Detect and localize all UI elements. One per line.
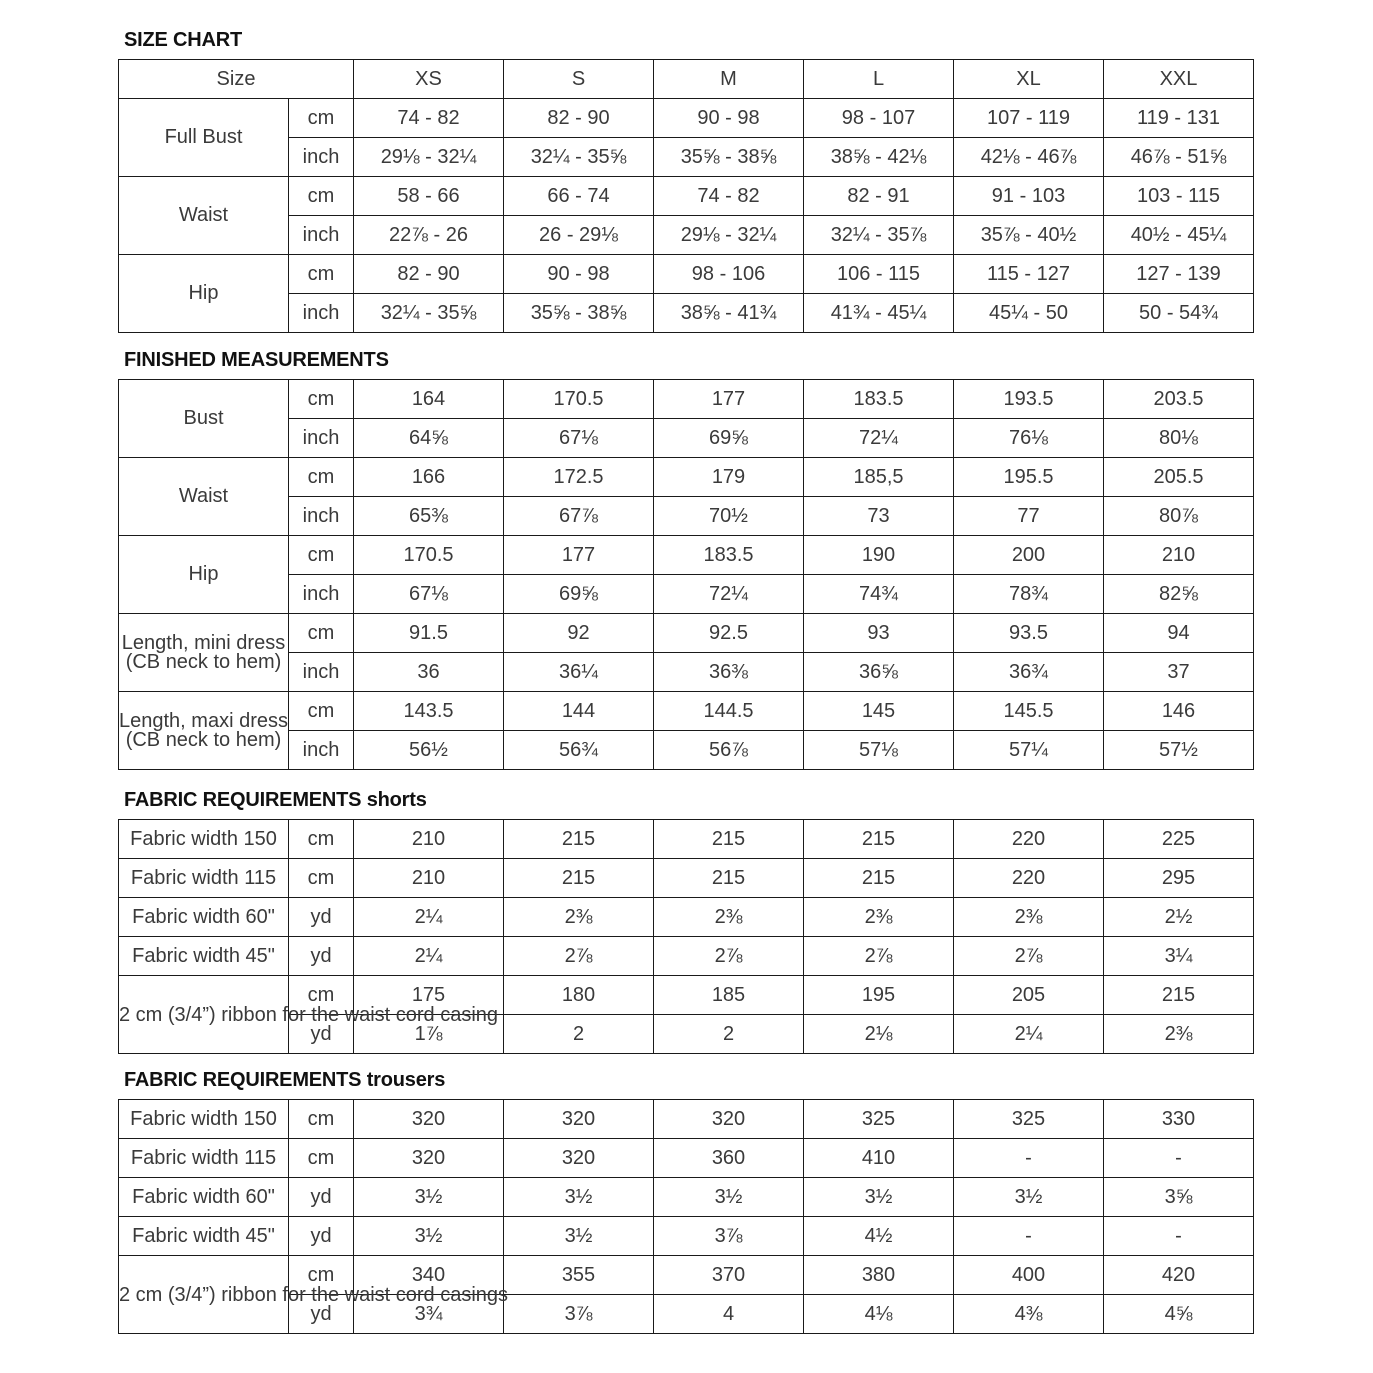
value-cell-l: 36⅝ bbox=[804, 653, 954, 692]
value-cell-xs: 74 - 82 bbox=[354, 99, 504, 138]
value-cell-m: 2 bbox=[654, 1015, 804, 1054]
value-cell-xl: 45¼ - 50 bbox=[954, 294, 1104, 333]
value-cell-xl: 4⅜ bbox=[954, 1295, 1104, 1334]
value-cell-xxl: 205.5 bbox=[1104, 458, 1254, 497]
value-cell-s: 35⅝ - 38⅝ bbox=[504, 294, 654, 333]
value-cell-xxl: 215 bbox=[1104, 976, 1254, 1015]
table-row bbox=[119, 820, 1254, 859]
value-cell-xl: 2⅞ bbox=[954, 937, 1104, 976]
unit-cell: cm bbox=[289, 976, 354, 1015]
value-cell-m: 56⅞ bbox=[654, 731, 804, 770]
value-cell-xl: 76⅛ bbox=[954, 419, 1104, 458]
value-cell-m: 215 bbox=[654, 820, 804, 859]
unit-cell: inch bbox=[289, 653, 354, 692]
row-label: Fabric width 115 bbox=[119, 859, 289, 898]
row-label: Fabric width 115 bbox=[119, 1139, 289, 1178]
value-cell-s: 92 bbox=[504, 614, 654, 653]
value-cell-xl: 2⅜ bbox=[954, 898, 1104, 937]
table-row bbox=[119, 380, 1254, 419]
value-cell-xs: 210 bbox=[354, 859, 504, 898]
fabric-shorts-table bbox=[118, 819, 1254, 1054]
value-cell-s: 36¼ bbox=[504, 653, 654, 692]
fabric-trousers-title bbox=[124, 1069, 445, 1092]
value-cell-xxl: 37 bbox=[1104, 653, 1254, 692]
value-cell-l: 106 - 115 bbox=[804, 255, 954, 294]
value-cell-l: 2⅜ bbox=[804, 898, 954, 937]
value-cell-m: 370 bbox=[654, 1256, 804, 1295]
value-cell-xl: 77 bbox=[954, 497, 1104, 536]
value-cell-xl: 35⅞ - 40½ bbox=[954, 216, 1104, 255]
value-cell-s: 26 - 29⅛ bbox=[504, 216, 654, 255]
unit-cell: cm bbox=[289, 380, 354, 419]
value-cell-xs: 340 bbox=[354, 1256, 504, 1295]
value-cell-xxl: 295 bbox=[1104, 859, 1254, 898]
value-cell-xs: 3¾ bbox=[354, 1295, 504, 1334]
row-label: Hip bbox=[119, 255, 289, 333]
value-cell-xxl: - bbox=[1104, 1217, 1254, 1256]
value-cell-xs: 2¼ bbox=[354, 898, 504, 937]
value-cell-l: 3½ bbox=[804, 1178, 954, 1217]
value-cell-m: 183.5 bbox=[654, 536, 804, 575]
row-label bbox=[119, 614, 289, 692]
value-cell-xl: 200 bbox=[954, 536, 1104, 575]
value-cell-m: 144.5 bbox=[654, 692, 804, 731]
value-cell-xxl: - bbox=[1104, 1139, 1254, 1178]
value-cell-xl: 57¼ bbox=[954, 731, 1104, 770]
value-cell-xl: 3½ bbox=[954, 1178, 1104, 1217]
value-cell-s: 170.5 bbox=[504, 380, 654, 419]
value-cell-xl: 36¾ bbox=[954, 653, 1104, 692]
unit-cell: cm bbox=[289, 859, 354, 898]
table-row bbox=[119, 614, 1254, 653]
table-row bbox=[119, 1256, 1254, 1295]
unit-cell: yd bbox=[289, 1178, 354, 1217]
value-cell-m: 35⅝ - 38⅝ bbox=[654, 138, 804, 177]
value-cell-m: 98 - 106 bbox=[654, 255, 804, 294]
value-cell-l: 57⅛ bbox=[804, 731, 954, 770]
unit-cell: cm bbox=[289, 820, 354, 859]
value-cell-l: 4⅛ bbox=[804, 1295, 954, 1334]
row-label: Fabric width 60" bbox=[119, 898, 289, 937]
value-cell-s: 180 bbox=[504, 976, 654, 1015]
value-cell-l: 4½ bbox=[804, 1217, 954, 1256]
value-cell-l: 380 bbox=[804, 1256, 954, 1295]
table-row bbox=[119, 294, 1254, 333]
value-cell-m: 3⅞ bbox=[654, 1217, 804, 1256]
value-cell-xl: 107 - 119 bbox=[954, 99, 1104, 138]
table-row bbox=[119, 731, 1254, 770]
value-cell-m: 92.5 bbox=[654, 614, 804, 653]
table-row bbox=[119, 1139, 1254, 1178]
row-label: Fabric width 150 bbox=[119, 1100, 289, 1139]
value-cell-xxl: 103 - 115 bbox=[1104, 177, 1254, 216]
value-cell-xs: 2¼ bbox=[354, 937, 504, 976]
value-cell-l: 215 bbox=[804, 820, 954, 859]
value-cell-xs: 67⅛ bbox=[354, 575, 504, 614]
fabric-trousers-title-suffix: trousers bbox=[366, 1069, 446, 1091]
fabric-shorts-title bbox=[124, 789, 427, 812]
value-cell-xxl: 420 bbox=[1104, 1256, 1254, 1295]
value-cell-xxl: 50 - 54¾ bbox=[1104, 294, 1254, 333]
value-cell-s: 69⅝ bbox=[504, 575, 654, 614]
value-cell-m: 2⅜ bbox=[654, 898, 804, 937]
value-cell-l: 82 - 91 bbox=[804, 177, 954, 216]
unit-cell: inch bbox=[289, 575, 354, 614]
fabric-shorts-title-suffix: shorts bbox=[366, 789, 427, 811]
unit-cell: yd bbox=[289, 1015, 354, 1054]
value-cell-s: 32¼ - 35⅝ bbox=[504, 138, 654, 177]
row-label: Hip bbox=[119, 536, 289, 614]
value-cell-xl: 195.5 bbox=[954, 458, 1104, 497]
value-cell-s: 177 bbox=[504, 536, 654, 575]
size-header-m: M bbox=[654, 60, 804, 99]
value-cell-m: 4 bbox=[654, 1295, 804, 1334]
value-cell-xl: 220 bbox=[954, 820, 1104, 859]
value-cell-s: 144 bbox=[504, 692, 654, 731]
value-cell-xxl: 46⅞ - 51⅝ bbox=[1104, 138, 1254, 177]
value-cell-m: 215 bbox=[654, 859, 804, 898]
value-cell-xl: 325 bbox=[954, 1100, 1104, 1139]
table-row bbox=[119, 898, 1254, 937]
unit-cell: cm bbox=[289, 1100, 354, 1139]
value-cell-xxl: 94 bbox=[1104, 614, 1254, 653]
value-cell-l: 215 bbox=[804, 859, 954, 898]
value-cell-xs: 320 bbox=[354, 1100, 504, 1139]
value-cell-xl: 400 bbox=[954, 1256, 1104, 1295]
row-label: Fabric width 45" bbox=[119, 937, 289, 976]
unit-cell: cm bbox=[289, 1139, 354, 1178]
table-row bbox=[119, 419, 1254, 458]
value-cell-l: 98 - 107 bbox=[804, 99, 954, 138]
value-cell-xl: 93.5 bbox=[954, 614, 1104, 653]
row-label: Fabric width 150 bbox=[119, 820, 289, 859]
value-cell-l: 32¼ - 35⅞ bbox=[804, 216, 954, 255]
row-label-sub: (CB neck to hem) bbox=[125, 728, 282, 751]
value-cell-l: 183.5 bbox=[804, 380, 954, 419]
value-cell-xs: 320 bbox=[354, 1139, 504, 1178]
value-cell-xxl: 146 bbox=[1104, 692, 1254, 731]
value-cell-m: 36⅜ bbox=[654, 653, 804, 692]
value-cell-xxl: 3⅝ bbox=[1104, 1178, 1254, 1217]
unit-cell: inch bbox=[289, 216, 354, 255]
value-cell-m: 74 - 82 bbox=[654, 177, 804, 216]
value-cell-xs: 65⅜ bbox=[354, 497, 504, 536]
value-cell-m: 2⅞ bbox=[654, 937, 804, 976]
value-cell-l: 185,5 bbox=[804, 458, 954, 497]
size-chart-table bbox=[118, 59, 1254, 333]
value-cell-l: 38⅝ - 42⅛ bbox=[804, 138, 954, 177]
value-cell-s: 82 - 90 bbox=[504, 99, 654, 138]
table-row bbox=[119, 216, 1254, 255]
value-cell-s: 2⅜ bbox=[504, 898, 654, 937]
value-cell-xl: 193.5 bbox=[954, 380, 1104, 419]
table-row bbox=[119, 99, 1254, 138]
value-cell-xs: 36 bbox=[354, 653, 504, 692]
value-cell-xl: 220 bbox=[954, 859, 1104, 898]
value-cell-s: 90 - 98 bbox=[504, 255, 654, 294]
value-cell-xxl: 82⅝ bbox=[1104, 575, 1254, 614]
unit-cell: cm bbox=[289, 692, 354, 731]
value-cell-xxl: 80⅛ bbox=[1104, 419, 1254, 458]
value-cell-l: 73 bbox=[804, 497, 954, 536]
value-cell-xl: 2¼ bbox=[954, 1015, 1104, 1054]
value-cell-s: 3⅞ bbox=[504, 1295, 654, 1334]
value-cell-xxl: 330 bbox=[1104, 1100, 1254, 1139]
value-cell-m: 29⅛ - 32¼ bbox=[654, 216, 804, 255]
value-cell-xl: - bbox=[954, 1139, 1104, 1178]
ribbon-label: 2 cm (3/4”) ribbon for the waist cord casing bbox=[119, 976, 289, 1054]
value-cell-s: 2⅞ bbox=[504, 937, 654, 976]
value-cell-xl: 205 bbox=[954, 976, 1104, 1015]
value-cell-xxl: 3¼ bbox=[1104, 937, 1254, 976]
value-cell-xs: 1⅞ bbox=[354, 1015, 504, 1054]
value-cell-xxl: 40½ - 45¼ bbox=[1104, 216, 1254, 255]
unit-cell: inch bbox=[289, 731, 354, 770]
size-header-xxl: XXL bbox=[1104, 60, 1254, 99]
value-cell-m: 179 bbox=[654, 458, 804, 497]
value-cell-xl: 42⅛ - 46⅞ bbox=[954, 138, 1104, 177]
fabric-trousers-title-main: FABRIC REQUIREMENTS bbox=[124, 1069, 362, 1091]
unit-cell: inch bbox=[289, 294, 354, 333]
size-header-l: L bbox=[804, 60, 954, 99]
value-cell-m: 38⅝ - 41¾ bbox=[654, 294, 804, 333]
table-row bbox=[119, 692, 1254, 731]
unit-cell: inch bbox=[289, 497, 354, 536]
row-label: Bust bbox=[119, 380, 289, 458]
value-cell-m: 90 - 98 bbox=[654, 99, 804, 138]
table-row bbox=[119, 536, 1254, 575]
unit-cell: cm bbox=[289, 458, 354, 497]
row-label bbox=[119, 692, 289, 770]
value-cell-xxl: 127 - 139 bbox=[1104, 255, 1254, 294]
value-cell-xs: 58 - 66 bbox=[354, 177, 504, 216]
value-cell-xl: 115 - 127 bbox=[954, 255, 1104, 294]
value-cell-s: 56¾ bbox=[504, 731, 654, 770]
row-label-sub: (CB neck to hem) bbox=[125, 650, 282, 673]
unit-cell: cm bbox=[289, 255, 354, 294]
unit-cell: cm bbox=[289, 614, 354, 653]
value-cell-xxl: 203.5 bbox=[1104, 380, 1254, 419]
value-cell-xs: 3½ bbox=[354, 1217, 504, 1256]
value-cell-s: 66 - 74 bbox=[504, 177, 654, 216]
value-cell-l: 195 bbox=[804, 976, 954, 1015]
value-cell-s: 320 bbox=[504, 1139, 654, 1178]
table-row bbox=[119, 138, 1254, 177]
value-cell-m: 320 bbox=[654, 1100, 804, 1139]
row-label-main: Length, maxi dress bbox=[119, 709, 288, 732]
unit-cell: inch bbox=[289, 138, 354, 177]
value-cell-xs: 56½ bbox=[354, 731, 504, 770]
value-cell-m: 185 bbox=[654, 976, 804, 1015]
unit-cell: yd bbox=[289, 937, 354, 976]
row-label-main: Length, mini dress bbox=[121, 631, 286, 654]
fabric-shorts-title-main: FABRIC REQUIREMENTS bbox=[124, 789, 362, 811]
size-header-s: S bbox=[504, 60, 654, 99]
value-cell-s: 320 bbox=[504, 1100, 654, 1139]
value-cell-l: 74¾ bbox=[804, 575, 954, 614]
value-cell-l: 145 bbox=[804, 692, 954, 731]
table-row bbox=[119, 575, 1254, 614]
value-cell-m: 69⅝ bbox=[654, 419, 804, 458]
unit-cell: yd bbox=[289, 898, 354, 937]
table-row bbox=[119, 937, 1254, 976]
value-cell-l: 2⅞ bbox=[804, 937, 954, 976]
row-label: Fabric width 60" bbox=[119, 1178, 289, 1217]
finished-measurements-title: FINISHED MEASUREMENTS bbox=[124, 349, 389, 371]
table-row bbox=[119, 497, 1254, 536]
value-cell-s: 215 bbox=[504, 820, 654, 859]
value-cell-xxl: 80⅞ bbox=[1104, 497, 1254, 536]
size-header-xl: XL bbox=[954, 60, 1104, 99]
table-row bbox=[119, 653, 1254, 692]
value-cell-m: 3½ bbox=[654, 1178, 804, 1217]
row-label: Waist bbox=[119, 458, 289, 536]
value-cell-xxl: 210 bbox=[1104, 536, 1254, 575]
value-cell-xs: 175 bbox=[354, 976, 504, 1015]
value-cell-xs: 82 - 90 bbox=[354, 255, 504, 294]
value-cell-xs: 166 bbox=[354, 458, 504, 497]
row-label: Full Bust bbox=[119, 99, 289, 177]
value-cell-xs: 64⅝ bbox=[354, 419, 504, 458]
value-cell-xl: 145.5 bbox=[954, 692, 1104, 731]
value-cell-xs: 32¼ - 35⅝ bbox=[354, 294, 504, 333]
value-cell-xs: 22⅞ - 26 bbox=[354, 216, 504, 255]
value-cell-xxl: 57½ bbox=[1104, 731, 1254, 770]
value-cell-xs: 210 bbox=[354, 820, 504, 859]
value-cell-xl: - bbox=[954, 1217, 1104, 1256]
value-cell-s: 172.5 bbox=[504, 458, 654, 497]
row-label: Fabric width 45" bbox=[119, 1217, 289, 1256]
value-cell-xxl: 2⅜ bbox=[1104, 1015, 1254, 1054]
unit-cell: cm bbox=[289, 1256, 354, 1295]
value-cell-xxl: 119 - 131 bbox=[1104, 99, 1254, 138]
table-row bbox=[119, 859, 1254, 898]
value-cell-l: 72¼ bbox=[804, 419, 954, 458]
table-row bbox=[119, 458, 1254, 497]
finished-measurements-table bbox=[118, 379, 1254, 770]
ribbon-label: 2 cm (3/4”) ribbon for the waist cord casings bbox=[119, 1256, 289, 1334]
table-row bbox=[119, 1178, 1254, 1217]
value-cell-s: 215 bbox=[504, 859, 654, 898]
value-cell-m: 70½ bbox=[654, 497, 804, 536]
value-cell-xxl: 225 bbox=[1104, 820, 1254, 859]
table-row bbox=[119, 255, 1254, 294]
size-chart-title: SIZE CHART bbox=[124, 29, 243, 51]
value-cell-m: 360 bbox=[654, 1139, 804, 1178]
fabric-trousers-table bbox=[118, 1099, 1254, 1334]
value-cell-l: 93 bbox=[804, 614, 954, 653]
value-cell-xs: 164 bbox=[354, 380, 504, 419]
header-row bbox=[119, 60, 1254, 99]
value-cell-l: 2⅛ bbox=[804, 1015, 954, 1054]
value-cell-l: 410 bbox=[804, 1139, 954, 1178]
value-cell-xxl: 4⅝ bbox=[1104, 1295, 1254, 1334]
value-cell-xs: 143.5 bbox=[354, 692, 504, 731]
value-cell-xs: 170.5 bbox=[354, 536, 504, 575]
value-cell-xs: 91.5 bbox=[354, 614, 504, 653]
value-cell-xl: 78¾ bbox=[954, 575, 1104, 614]
value-cell-l: 41¾ - 45¼ bbox=[804, 294, 954, 333]
unit-cell: cm bbox=[289, 177, 354, 216]
value-cell-xxl: 2½ bbox=[1104, 898, 1254, 937]
unit-cell: yd bbox=[289, 1217, 354, 1256]
value-cell-m: 177 bbox=[654, 380, 804, 419]
value-cell-s: 3½ bbox=[504, 1217, 654, 1256]
size-header-xs: XS bbox=[354, 60, 504, 99]
size-header-label: Size bbox=[119, 60, 354, 99]
table-row bbox=[119, 976, 1254, 1015]
value-cell-s: 2 bbox=[504, 1015, 654, 1054]
value-cell-s: 67⅞ bbox=[504, 497, 654, 536]
unit-cell: cm bbox=[289, 99, 354, 138]
unit-cell: inch bbox=[289, 419, 354, 458]
value-cell-l: 325 bbox=[804, 1100, 954, 1139]
table-row bbox=[119, 1100, 1254, 1139]
unit-cell: yd bbox=[289, 1295, 354, 1334]
table-row bbox=[119, 1217, 1254, 1256]
value-cell-s: 67⅛ bbox=[504, 419, 654, 458]
unit-cell: cm bbox=[289, 536, 354, 575]
value-cell-xs: 29⅛ - 32¼ bbox=[354, 138, 504, 177]
value-cell-s: 355 bbox=[504, 1256, 654, 1295]
value-cell-xl: 91 - 103 bbox=[954, 177, 1104, 216]
table-row bbox=[119, 177, 1254, 216]
value-cell-l: 190 bbox=[804, 536, 954, 575]
row-label: Waist bbox=[119, 177, 289, 255]
value-cell-m: 72¼ bbox=[654, 575, 804, 614]
value-cell-xs: 3½ bbox=[354, 1178, 504, 1217]
value-cell-s: 3½ bbox=[504, 1178, 654, 1217]
